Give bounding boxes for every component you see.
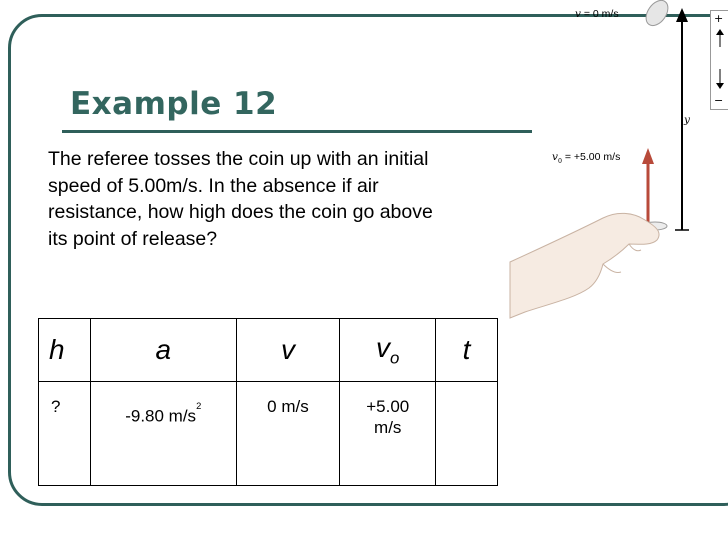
plus-sign: + bbox=[714, 12, 724, 25]
header-v: v bbox=[236, 319, 340, 382]
coin-toss-illustration bbox=[505, 0, 728, 330]
velocity-arrowhead bbox=[642, 148, 654, 164]
value-h: ? bbox=[39, 382, 91, 486]
initial-velocity-label: $v_0 = +5.00$ m/s bbox=[552, 151, 621, 166]
coin-top bbox=[642, 0, 673, 30]
problem-statement: The referee tosses the coin up with an initial speed of 5.00m/s. In the absence if air resistance, how high does the coin go above its point of release? bbox=[48, 148, 433, 250]
header-a: a bbox=[90, 319, 236, 382]
hand-crease-1 bbox=[603, 264, 621, 273]
scale-widget bbox=[710, 10, 728, 110]
table-header-row bbox=[39, 319, 498, 382]
header-t: t bbox=[436, 319, 498, 382]
header-h: h bbox=[39, 319, 91, 382]
minus-sign: − bbox=[714, 94, 724, 107]
top-velocity-label: v = 0 m/s bbox=[575, 8, 619, 20]
value-t bbox=[436, 382, 498, 486]
y-axis-label: y bbox=[684, 114, 690, 126]
value-v: 0 m/s bbox=[236, 382, 340, 486]
variables-table bbox=[38, 318, 498, 486]
header-v0: $v_o$ bbox=[340, 319, 436, 382]
table-row bbox=[39, 382, 498, 486]
slide-title: Example 12 bbox=[70, 86, 278, 122]
value-v0: +5.00 m/s bbox=[340, 382, 436, 486]
scale-widget-drawing bbox=[711, 11, 728, 109]
hand-crease-2 bbox=[629, 244, 641, 251]
hand bbox=[510, 213, 659, 318]
y-axis-arrowhead bbox=[676, 8, 688, 22]
title-divider bbox=[62, 130, 532, 133]
value-a: -9.80 $m/s^2$ bbox=[90, 382, 236, 486]
